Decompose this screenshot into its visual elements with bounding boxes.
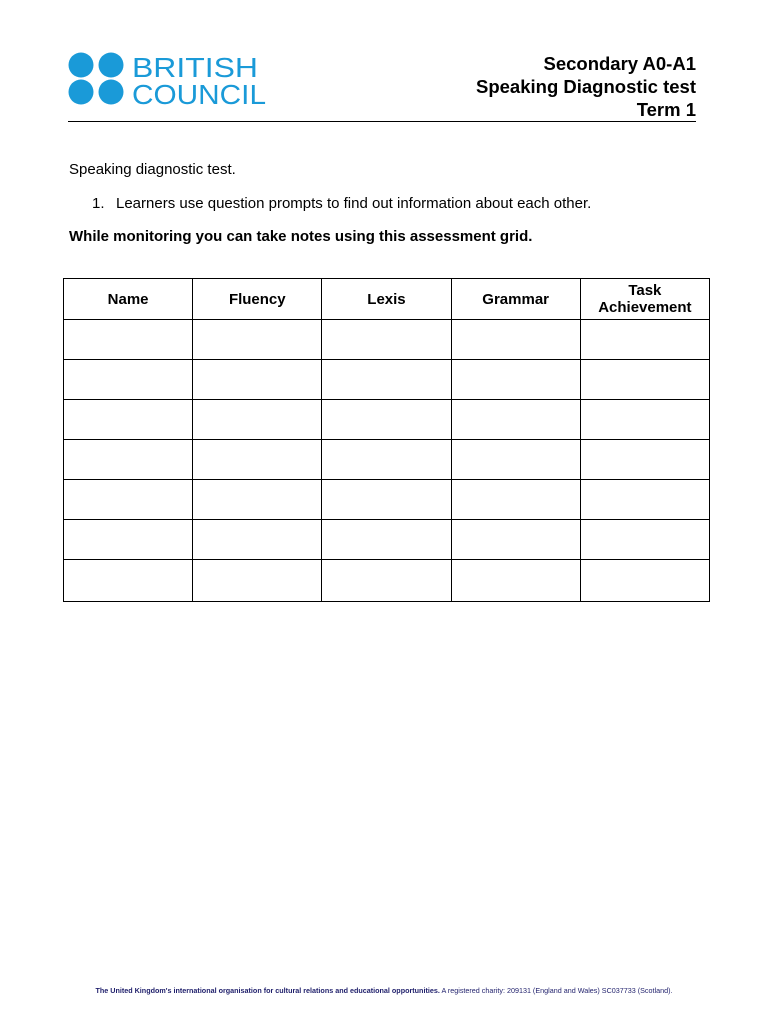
grid-cell[interactable]	[322, 400, 451, 440]
grid-cell[interactable]	[193, 560, 322, 602]
grid-cell[interactable]	[580, 520, 709, 560]
british-council-logo	[68, 51, 268, 107]
grid-cell[interactable]	[64, 440, 193, 480]
grid-cell[interactable]	[580, 320, 709, 360]
grid-cell[interactable]	[580, 440, 709, 480]
grid-cell[interactable]	[193, 520, 322, 560]
instruction-text: While monitoring you can take notes using this assessment grid.	[69, 228, 533, 245]
table-row	[64, 360, 710, 400]
logo-dot-top-right	[99, 53, 124, 78]
grid-cell[interactable]	[322, 520, 451, 560]
table-row	[64, 520, 710, 560]
grid-cell[interactable]	[451, 440, 580, 480]
logo-text-line1: BRITISH	[132, 52, 258, 83]
footer-organisation-text: The United Kingdom's international organisation for cultural relations and educational opportunities.	[95, 986, 440, 995]
header-divider	[68, 121, 696, 122]
list-item-number: 1.	[92, 195, 105, 212]
logo-dot-bottom-right	[99, 80, 124, 105]
title-line-level: Secondary A0-A1	[543, 53, 696, 74]
logo-text-line2: COUNCIL	[132, 79, 266, 107]
grid-body	[64, 320, 710, 602]
grid-cell[interactable]	[193, 400, 322, 440]
grid-cell[interactable]	[451, 400, 580, 440]
numbered-list-item	[92, 195, 591, 212]
grid-cell[interactable]	[64, 520, 193, 560]
grid-cell[interactable]	[580, 360, 709, 400]
document-title	[476, 52, 696, 121]
grid-cell[interactable]	[64, 480, 193, 520]
logo-dot-top-left	[69, 53, 94, 78]
grid-cell[interactable]	[322, 440, 451, 480]
grid-cell[interactable]	[64, 320, 193, 360]
grid-header-row	[64, 279, 710, 320]
grid-cell[interactable]	[580, 560, 709, 602]
intro-text: Speaking diagnostic test.	[69, 161, 236, 178]
table-row	[64, 560, 710, 602]
logo-mark	[68, 51, 268, 107]
grid-cell[interactable]	[64, 360, 193, 400]
footer	[0, 986, 768, 995]
title-line-test: Speaking Diagnostic test	[476, 76, 696, 97]
grid-cell[interactable]	[580, 480, 709, 520]
table-row	[64, 400, 710, 440]
grid-cell[interactable]	[64, 560, 193, 602]
column-header-task-achievement: Task Achievement	[580, 279, 709, 320]
footer-charity-text: A registered charity: 209131 (England and Wales) SC037733 (Scotland).	[441, 986, 673, 995]
grid-cell[interactable]	[451, 480, 580, 520]
logo-dot-bottom-left	[69, 80, 94, 105]
title-line-term: Term 1	[636, 99, 696, 120]
table-row	[64, 480, 710, 520]
grid-cell[interactable]	[193, 360, 322, 400]
table-row	[64, 440, 710, 480]
grid-cell[interactable]	[451, 360, 580, 400]
grid-cell[interactable]	[451, 520, 580, 560]
grid-cell[interactable]	[193, 480, 322, 520]
grid-cell[interactable]	[193, 320, 322, 360]
list-item-text: Learners use question prompts to find out information about each other.	[116, 195, 592, 212]
column-header-grammar: Grammar	[451, 279, 580, 320]
grid-cell[interactable]	[322, 320, 451, 360]
column-header-lexis: Lexis	[322, 279, 451, 320]
grid-cell[interactable]	[322, 560, 451, 602]
grid-cell[interactable]	[322, 360, 451, 400]
grid-cell[interactable]	[322, 480, 451, 520]
grid-cell[interactable]	[580, 400, 709, 440]
grid-cell[interactable]	[64, 400, 193, 440]
grid-cell[interactable]	[193, 440, 322, 480]
grid-cell[interactable]	[451, 320, 580, 360]
column-header-fluency: Fluency	[193, 279, 322, 320]
column-header-name: Name	[64, 279, 193, 320]
grid-cell[interactable]	[451, 560, 580, 602]
table-row	[64, 320, 710, 360]
assessment-grid	[63, 278, 710, 602]
